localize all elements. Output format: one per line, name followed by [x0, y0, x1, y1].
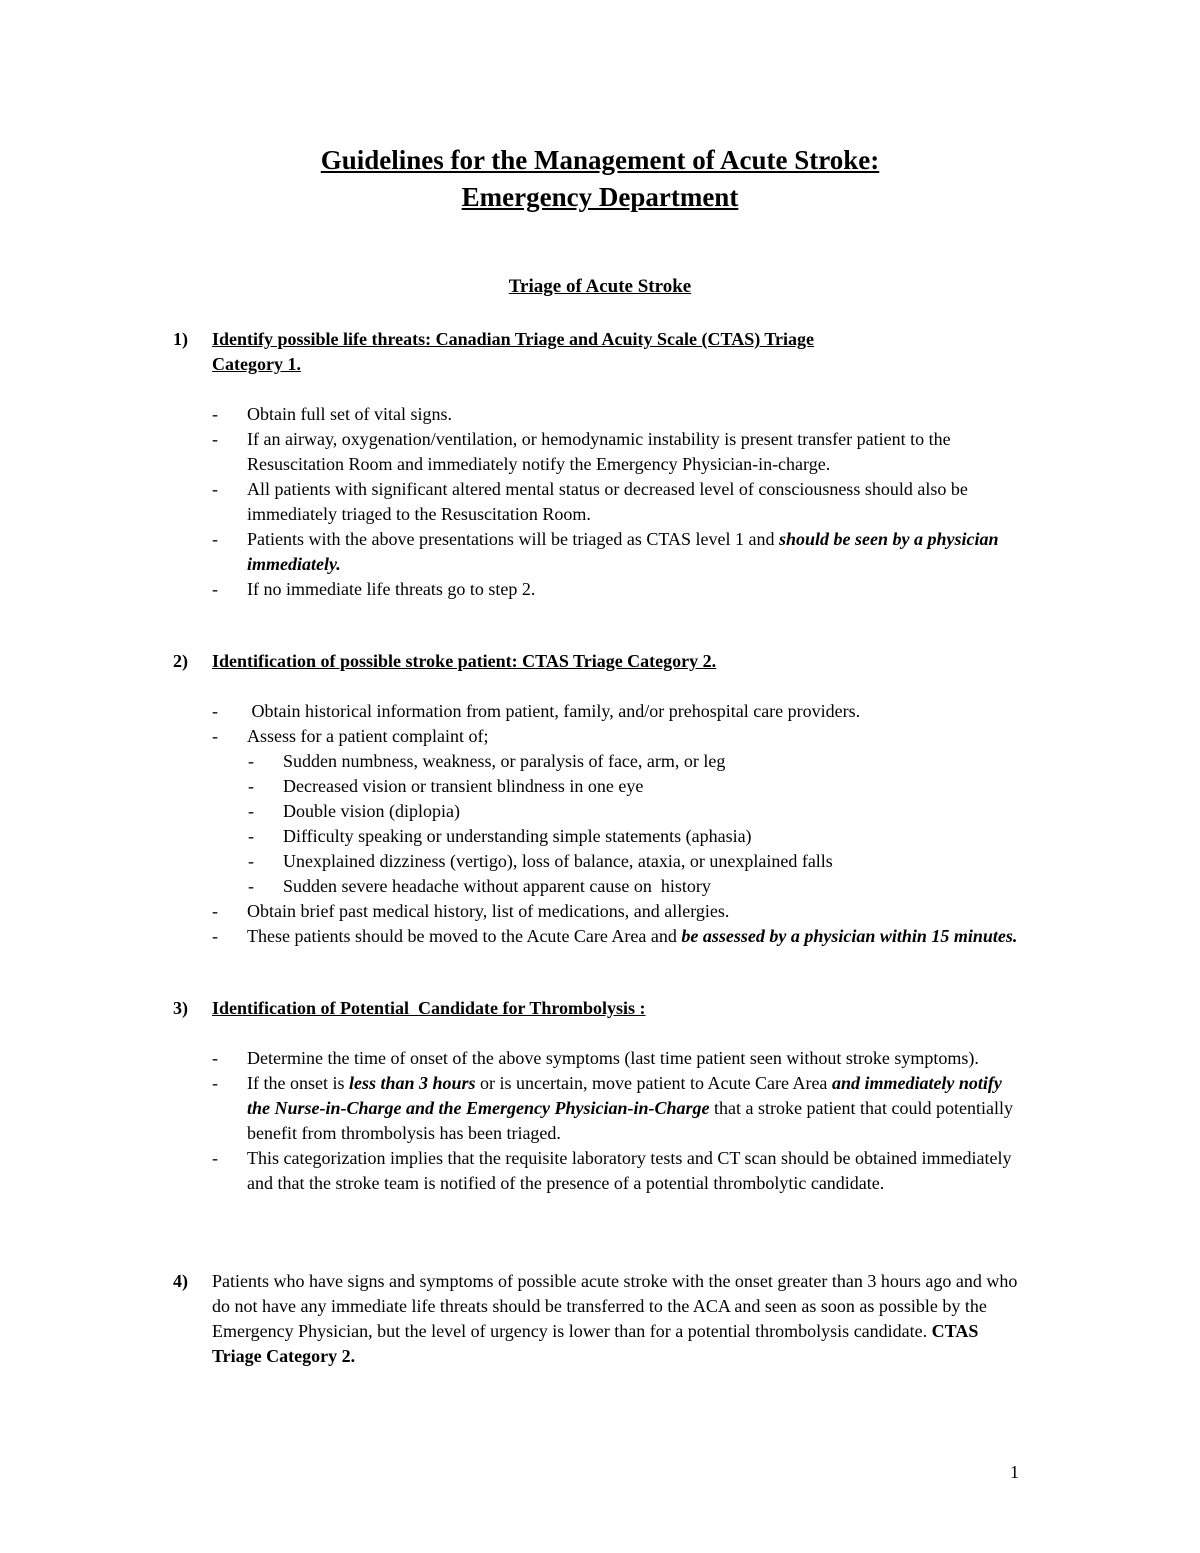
emphasis-text: be assessed by a physician within 15 minutes. — [681, 926, 1018, 946]
section-3-number: 3) — [173, 998, 188, 1018]
section-1-list — [173, 402, 1033, 602]
list-item-text: All patients with significant altered mental status or decreased level of consciousness should also be immediately triaged to the Resuscitation Room. — [247, 479, 968, 524]
section-1-heading-line-1: Identify possible life threats: Canadian Triage and Acuity Scale (CTAS) Triage — [212, 329, 815, 349]
sub-list-item — [248, 799, 1033, 824]
section-3 — [173, 996, 1033, 1196]
list-item — [212, 924, 1033, 949]
section-2-number: 2) — [173, 651, 188, 671]
list-item-text: If the onset is — [247, 1073, 349, 1093]
sub-list-item-text: Decreased vision or transient blindness in one eye — [283, 776, 644, 796]
section-2-heading — [173, 649, 1033, 674]
dash-bullet: - — [212, 701, 218, 721]
list-item — [212, 899, 1033, 924]
section-2 — [173, 649, 1033, 949]
dash-bullet: - — [212, 404, 218, 424]
dash-bullet: - — [212, 901, 218, 921]
list-item-text: Obtain full set of vital signs. — [247, 404, 452, 424]
dash-bullet: - — [248, 751, 254, 771]
list-item-text: This categorization implies that the requisite laboratory tests and CT scan should be obtained immediately and that the stroke team is notified of the presence of a potential thrombolytic candidate. — [247, 1148, 1012, 1193]
sub-list-item — [248, 849, 1033, 874]
section-3-heading — [173, 996, 1033, 1021]
list-item — [212, 1071, 1033, 1146]
sub-list-item — [248, 874, 1033, 899]
section-4 — [173, 1269, 1033, 1369]
section-4-text: Patients who have signs and symptoms of possible acute stroke with the onset greater than 3 hours ago and who do not have any immediate life threats should be transferred to the ACA and seen as soon as possible by the Emergency Physician, but the level of urgency is lower than for a potential thrombolysis candidate. — [212, 1271, 1018, 1341]
dash-bullet: - — [212, 926, 218, 946]
section-2-list — [173, 699, 1033, 949]
list-item-text: If an airway, oxygenation/ventilation, or hemodynamic instability is present transfer patient to the Resuscitation Room and immediately notify the Emergency Physician-in-charge. — [247, 429, 951, 474]
dash-bullet: - — [212, 529, 218, 549]
dash-bullet: - — [212, 1148, 218, 1168]
list-item — [212, 699, 1033, 724]
list-item-text: Assess for a patient complaint of; — [247, 726, 489, 746]
list-item-text: If no immediate life threats go to step 2. — [247, 579, 536, 599]
list-item-text: Patients with the above presentations will be triaged as CTAS level 1 and — [247, 529, 779, 549]
section-3-heading-text: Identification of Potential Candidate for Thrombolysis : — [212, 998, 646, 1018]
section-2-heading-text: Identification of possible stroke patient: CTAS Triage Category 2. — [212, 651, 717, 671]
list-item-text: that a stroke patient that could potentially benefit from thrombolysis has been triaged. — [247, 1098, 1013, 1143]
list-item-text: These patients should be moved to the Acute Care Area and — [247, 926, 682, 946]
list-item-text: Determine the time of onset of the above symptoms (last time patient seen without stroke symptoms). — [247, 1048, 979, 1068]
list-item — [212, 1046, 1033, 1071]
section-1-number: 1) — [173, 329, 188, 349]
section-1-heading-line-2: Category 1. — [212, 354, 301, 374]
sub-list-item-text: Unexplained dizziness (vertigo), loss of balance, ataxia, or unexplained falls — [283, 851, 833, 871]
document-title-line-2: Emergency Department — [461, 182, 739, 212]
list-item — [212, 724, 1033, 749]
list-item — [212, 1146, 1033, 1196]
document-title-line-1: Guidelines for the Management of Acute Stroke: — [320, 145, 880, 175]
list-item-text: Obtain historical information from patient, family, and/or prehospital care providers. — [247, 701, 861, 721]
list-item — [212, 527, 1033, 577]
emphasis-text: should be seen by a physician immediately. — [247, 529, 999, 574]
sub-list-item — [248, 774, 1033, 799]
section-subtitle: Triage of Acute Stroke — [508, 276, 692, 297]
section-4-strong-text: CTAS Triage Category 2. — [212, 1321, 979, 1366]
page-number: 1 — [1010, 1462, 1019, 1482]
list-item-text: Obtain brief past medical history, list of medications, and allergies. — [247, 901, 730, 921]
list-item — [212, 477, 1033, 527]
section-3-list — [173, 1046, 1033, 1196]
dash-bullet: - — [248, 876, 254, 896]
emphasis-text: less than 3 hours — [348, 1073, 476, 1093]
list-item-text: or is uncertain, move patient to Acute Care Area — [475, 1073, 832, 1093]
dash-bullet: - — [212, 726, 218, 746]
sub-list-item-text: Difficulty speaking or understanding simple statements (aphasia) — [283, 826, 752, 846]
sub-list-item-text: Double vision (diplopia) — [283, 801, 460, 821]
dash-bullet: - — [212, 1048, 218, 1068]
list-item — [212, 402, 1033, 427]
dash-bullet: - — [212, 429, 218, 449]
dash-bullet: - — [248, 826, 254, 846]
dash-bullet: - — [248, 801, 254, 821]
sub-list-item — [248, 749, 1033, 774]
section-1-heading — [173, 327, 1033, 377]
dash-bullet: - — [212, 579, 218, 599]
dash-bullet: - — [248, 851, 254, 871]
dash-bullet: - — [212, 479, 218, 499]
dash-bullet: - — [212, 1073, 218, 1093]
section-1 — [173, 327, 1033, 602]
section-4-number: 4) — [173, 1271, 188, 1291]
sub-list-item-text: Sudden numbness, weakness, or paralysis of face, arm, or leg — [283, 751, 726, 771]
list-item — [212, 577, 1033, 602]
dash-bullet: - — [248, 776, 254, 796]
sub-list-item — [248, 824, 1033, 849]
sub-list-item-text: Sudden severe headache without apparent cause on history — [283, 876, 711, 896]
emphasis-text: and immediately notify the Nurse-in-Charge and the Emergency Physician-in-Charge — [247, 1073, 1002, 1118]
list-item — [212, 427, 1033, 477]
